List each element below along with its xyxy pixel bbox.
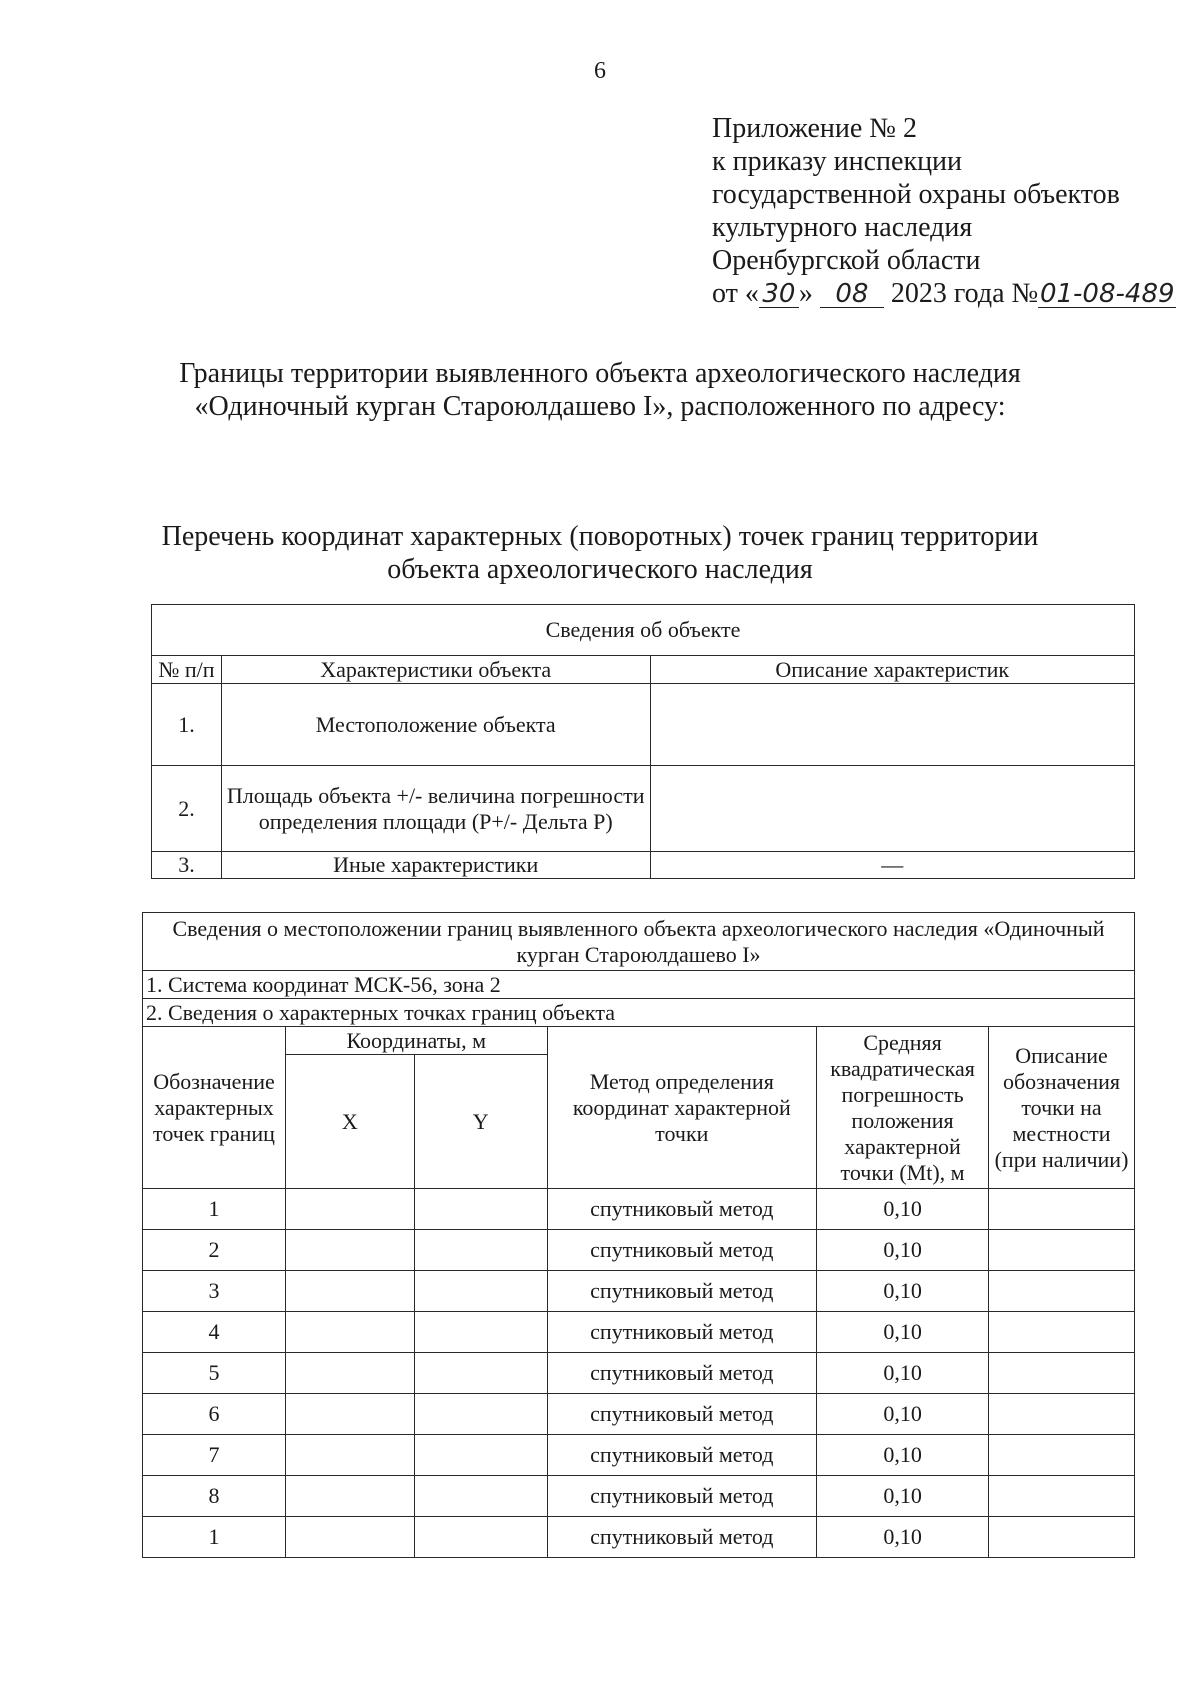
cell-method: спутниковый метод	[547, 1353, 817, 1394]
header-y: Y	[414, 1055, 547, 1189]
list-title-line: объекта археологического наследия	[387, 554, 813, 585]
table-row	[143, 1230, 1135, 1271]
points-body	[143, 1189, 1135, 1558]
header-coordinates: Координаты, м	[285, 1027, 547, 1055]
cell-point: 4	[143, 1312, 286, 1353]
cell-error: 0,10	[817, 1353, 989, 1394]
date-mid: »	[798, 278, 813, 309]
header-characteristic: Характеристики объекта	[221, 656, 650, 684]
cell-description	[989, 1189, 1135, 1230]
row-characteristic: Площадь объекта +/- величина погрешности определения площади (Р+/- Дельта Р)	[221, 766, 650, 852]
cell-point: 2	[143, 1230, 286, 1271]
annex-line: культурного наследия	[712, 212, 973, 243]
header-point: Обозначение характерных точек границ	[143, 1027, 286, 1189]
cell-x	[285, 1271, 414, 1312]
cell-point: 3	[143, 1271, 286, 1312]
list-title	[0, 520, 1200, 586]
cell-method: спутниковый метод	[547, 1394, 817, 1435]
table-row	[143, 1312, 1135, 1353]
cell-point: 8	[143, 1476, 286, 1517]
row-description	[650, 766, 1134, 852]
row-description	[650, 684, 1134, 766]
cell-description	[989, 1353, 1135, 1394]
cell-method: спутниковый метод	[547, 1189, 817, 1230]
cell-description	[989, 1517, 1135, 1558]
list-title-line: Перечень координат характерных (поворотных) точек границ территории	[161, 521, 1039, 552]
row-characteristic: Местоположение объекта	[221, 684, 650, 766]
cell-x	[285, 1394, 414, 1435]
cell-error: 0,10	[817, 1312, 989, 1353]
table-row	[143, 1435, 1135, 1476]
header-description: Описание характеристик	[650, 656, 1134, 684]
cell-description	[989, 1435, 1135, 1476]
title-line: Границы территории выявленного объекта археологического наследия	[179, 358, 1021, 389]
table-row	[143, 1353, 1135, 1394]
date-prefix: от «	[712, 278, 759, 309]
object-info-table	[151, 604, 1135, 879]
header-x: X	[285, 1055, 414, 1189]
annex-header	[712, 112, 1176, 310]
cell-method: спутниковый метод	[547, 1312, 817, 1353]
row-num: 1.	[152, 684, 222, 766]
header-point-description: Описание обозначения точки на местности (при наличии)	[989, 1027, 1135, 1189]
cell-description	[989, 1271, 1135, 1312]
cell-description	[989, 1230, 1135, 1271]
header-method: Метод определения координат характерной точки	[547, 1027, 817, 1189]
cell-y	[414, 1230, 547, 1271]
cell-y	[414, 1271, 547, 1312]
row-num: 2.	[152, 766, 222, 852]
cell-y	[414, 1189, 547, 1230]
coordinate-system-row: 1. Система координат МСК-56, зона 2	[143, 971, 1135, 999]
cell-description	[989, 1394, 1135, 1435]
date-year: 2023 года №	[890, 278, 1039, 309]
cell-method: спутниковый метод	[547, 1435, 817, 1476]
cell-method: спутниковый метод	[547, 1230, 817, 1271]
annex-line: к приказу инспекции	[712, 146, 963, 177]
cell-point: 7	[143, 1435, 286, 1476]
table-row	[143, 1476, 1135, 1517]
row-characteristic: Иные характеристики	[221, 852, 650, 879]
row-description: —	[650, 852, 1134, 879]
cell-x	[285, 1353, 414, 1394]
cell-error: 0,10	[817, 1476, 989, 1517]
cell-error: 0,10	[817, 1230, 989, 1271]
cell-y	[414, 1353, 547, 1394]
points-info-row: 2. Сведения о характерных точках границ объекта	[143, 999, 1135, 1027]
cell-method: спутниковый метод	[547, 1476, 817, 1517]
order-date-line	[712, 277, 1176, 310]
cell-x	[285, 1517, 414, 1558]
cell-description	[989, 1476, 1135, 1517]
header-num: № п/п	[152, 656, 222, 684]
cell-y	[414, 1435, 547, 1476]
title-line: «Одиночный курган Староюлдашево I», расположенного по адресу:	[194, 391, 1006, 422]
cell-x	[285, 1312, 414, 1353]
annex-line: Оренбургской области	[712, 245, 981, 276]
handwritten-order-number: 01-08-489	[1039, 279, 1175, 309]
table-row	[143, 1394, 1135, 1435]
cell-x	[285, 1189, 414, 1230]
handwritten-day: 30	[759, 281, 799, 308]
cell-x	[285, 1230, 414, 1271]
cell-y	[414, 1312, 547, 1353]
cell-method: спутниковый метод	[547, 1271, 817, 1312]
cell-y	[414, 1394, 547, 1435]
cell-error: 0,10	[817, 1517, 989, 1558]
cell-error: 0,10	[817, 1394, 989, 1435]
row-num: 3.	[152, 852, 222, 879]
cell-error: 0,10	[817, 1271, 989, 1312]
boundaries-table	[142, 912, 1135, 1558]
cell-x	[285, 1476, 414, 1517]
annex-line: государственной охраны объектов	[712, 179, 1120, 210]
page-number: 6	[594, 58, 606, 84]
cell-point: 1	[143, 1517, 286, 1558]
table-row	[143, 1271, 1135, 1312]
cell-method: спутниковый метод	[547, 1517, 817, 1558]
cell-y	[414, 1476, 547, 1517]
document-title	[0, 357, 1200, 423]
cell-error: 0,10	[817, 1189, 989, 1230]
cell-point: 6	[143, 1394, 286, 1435]
annex-line: Приложение № 2	[712, 113, 917, 144]
cell-point: 5	[143, 1353, 286, 1394]
boundaries-caption: Сведения о местоположении границ выявленного объекта археологического наследия «Одиночный курган Староюлдашево I»	[143, 913, 1135, 971]
table-row	[143, 1517, 1135, 1558]
cell-y	[414, 1517, 547, 1558]
handwritten-month: 08	[820, 281, 884, 308]
cell-point: 1	[143, 1189, 286, 1230]
cell-error: 0,10	[817, 1435, 989, 1476]
table-row	[143, 1189, 1135, 1230]
object-info-caption: Сведения об объекте	[152, 605, 1135, 656]
cell-description	[989, 1312, 1135, 1353]
header-error: Средняя квадратическая погрешность положения характерной точки (Mt), м	[817, 1027, 989, 1189]
cell-x	[285, 1435, 414, 1476]
